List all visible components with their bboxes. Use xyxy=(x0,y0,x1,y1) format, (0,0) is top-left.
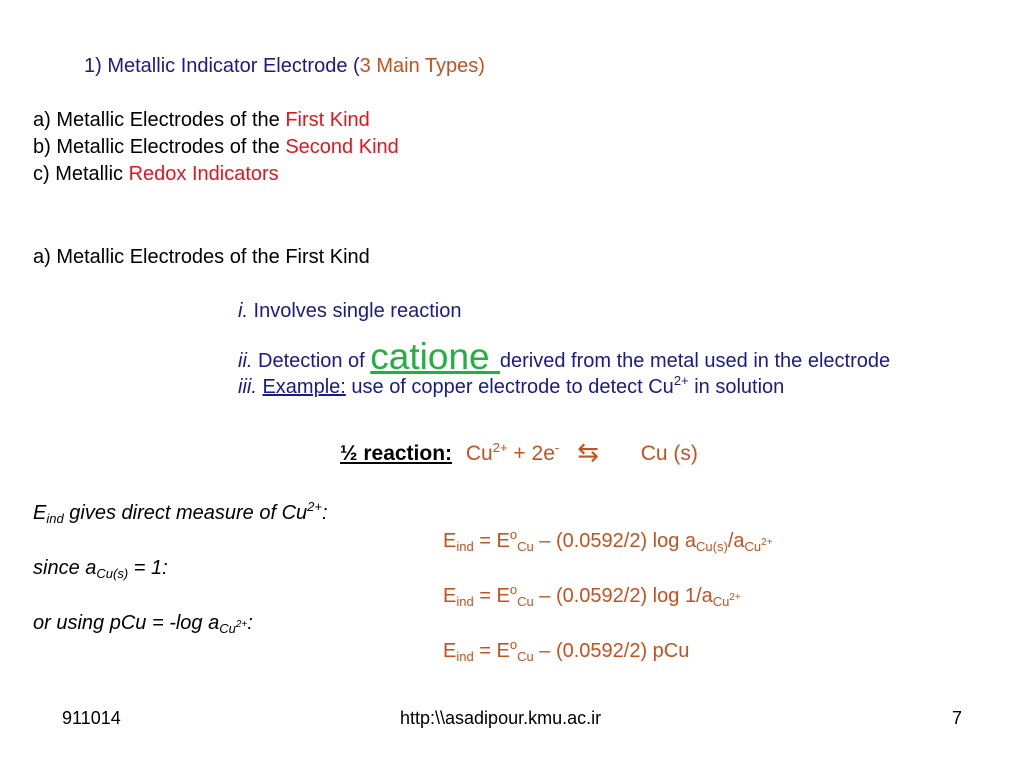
note1-sub: ind xyxy=(46,511,64,526)
eq3-e: E xyxy=(443,640,457,662)
eq3-rest: – (0.0592/2) pCu xyxy=(533,640,690,662)
note2-end: = 1: xyxy=(128,557,168,579)
eq2-mid: = E xyxy=(473,585,510,607)
note2-sub: Cu(s) xyxy=(96,566,129,581)
note1-sup: 2+ xyxy=(307,499,322,514)
type-a-highlight: First Kind xyxy=(285,109,370,131)
note1-text: gives direct measure of Cu xyxy=(63,502,308,524)
lhs-sup: 2+ xyxy=(492,440,508,455)
note3-end: : xyxy=(247,612,253,634)
equation-2 xyxy=(443,584,741,608)
point-ii xyxy=(238,336,891,377)
eq1-o: o xyxy=(509,527,518,542)
point-i-number: i. xyxy=(238,300,248,322)
section-title: a) Metallic Electrodes of the First Kind xyxy=(33,246,370,268)
note1-e: E xyxy=(33,502,47,524)
heading xyxy=(84,54,485,78)
equilibrium-arrow-icon: ⇆ xyxy=(577,437,599,467)
note-since xyxy=(33,556,168,580)
type-b-highlight: Second Kind xyxy=(285,136,399,158)
eq2-cu: Cu xyxy=(517,594,534,609)
eq2-o: o xyxy=(509,582,518,597)
half-reaction-lhs xyxy=(466,442,559,465)
eq1-ind: ind xyxy=(456,539,474,554)
half-reaction-rhs: Cu (s) xyxy=(640,442,698,465)
eq3-mid: = E xyxy=(473,640,510,662)
half-reaction xyxy=(340,439,698,466)
type-item-a xyxy=(33,108,370,132)
eq2-sup: 2+ xyxy=(729,592,741,603)
type-item-c xyxy=(33,162,279,186)
heading-prefix: 1) Metallic Indicator Electrode ( xyxy=(84,55,360,77)
point-iii xyxy=(238,375,784,399)
heading-highlight: 3 Main Types) xyxy=(359,55,485,77)
eq2-sub2: Cu xyxy=(712,594,730,609)
footer-url[interactable]: http:\\asadipour.kmu.ac.ir xyxy=(400,708,602,728)
lhs-cu: Cu xyxy=(465,442,493,465)
type-item-b xyxy=(33,135,399,159)
eq1-sub2: Cu xyxy=(744,539,762,554)
plus-electrons: + 2e xyxy=(507,442,555,465)
point-ii-text-b: derived from the metal used in the electrode xyxy=(499,350,891,372)
note-direct-measure xyxy=(33,501,328,525)
note3-sup: 2+ xyxy=(235,619,248,630)
eq2-rest: – (0.0592/2) log 1/a xyxy=(533,585,713,607)
eq1-cu: Cu xyxy=(517,539,534,554)
eq2-ind: ind xyxy=(456,594,474,609)
eq3-o: o xyxy=(509,637,518,652)
example-link[interactable]: Example: xyxy=(262,376,346,398)
catione-word: catione xyxy=(370,336,500,377)
point-iii-text-b: in solution xyxy=(688,376,785,398)
note3-sub: Cu xyxy=(219,621,236,636)
point-i-text: Involves single reaction xyxy=(248,300,462,322)
point-iii-number: iii. xyxy=(238,376,257,398)
page-number: 7 xyxy=(952,708,963,728)
eq2-sub2-wrap xyxy=(713,594,741,609)
point-ii-number: ii. xyxy=(238,350,253,372)
eq1-sub2-wrap xyxy=(745,539,773,554)
point-iii-sup: 2+ xyxy=(673,373,689,388)
note2-text: since a xyxy=(33,557,97,579)
equation-1 xyxy=(443,529,773,553)
note3-text: or using pCu = -log a xyxy=(33,612,220,634)
eq3-cu: Cu xyxy=(517,649,534,664)
point-ii-text-a: Detection of xyxy=(252,350,371,372)
eq1-sup: 2+ xyxy=(761,537,773,548)
eq2-e: E xyxy=(443,585,457,607)
eq1-e: E xyxy=(443,530,457,552)
note3-sub-wrap xyxy=(219,621,247,636)
point-iii-text-a: use of copper electrode to detect Cu xyxy=(345,376,674,398)
note-pcu xyxy=(33,611,253,635)
footer-date: 911014 xyxy=(62,708,121,728)
eq1-rest: – (0.0592/2) log a xyxy=(533,530,697,552)
eq1-mid: = E xyxy=(473,530,510,552)
eq1-sub1: Cu(s) xyxy=(696,539,728,554)
point-i xyxy=(238,299,461,323)
electron-sup: - xyxy=(554,440,560,455)
half-reaction-label: ½ reaction: xyxy=(340,442,453,465)
type-a-prefix: a) Metallic Electrodes of the xyxy=(33,109,286,131)
type-b-prefix: b) Metallic Electrodes of the xyxy=(33,136,286,158)
equation-3 xyxy=(443,639,689,663)
eq3-ind: ind xyxy=(456,649,474,664)
eq1-slash: /a xyxy=(727,530,745,552)
note1-end: : xyxy=(321,502,328,524)
type-c-highlight: Redox Indicators xyxy=(128,163,279,185)
type-c-prefix: c) Metallic xyxy=(33,163,129,185)
